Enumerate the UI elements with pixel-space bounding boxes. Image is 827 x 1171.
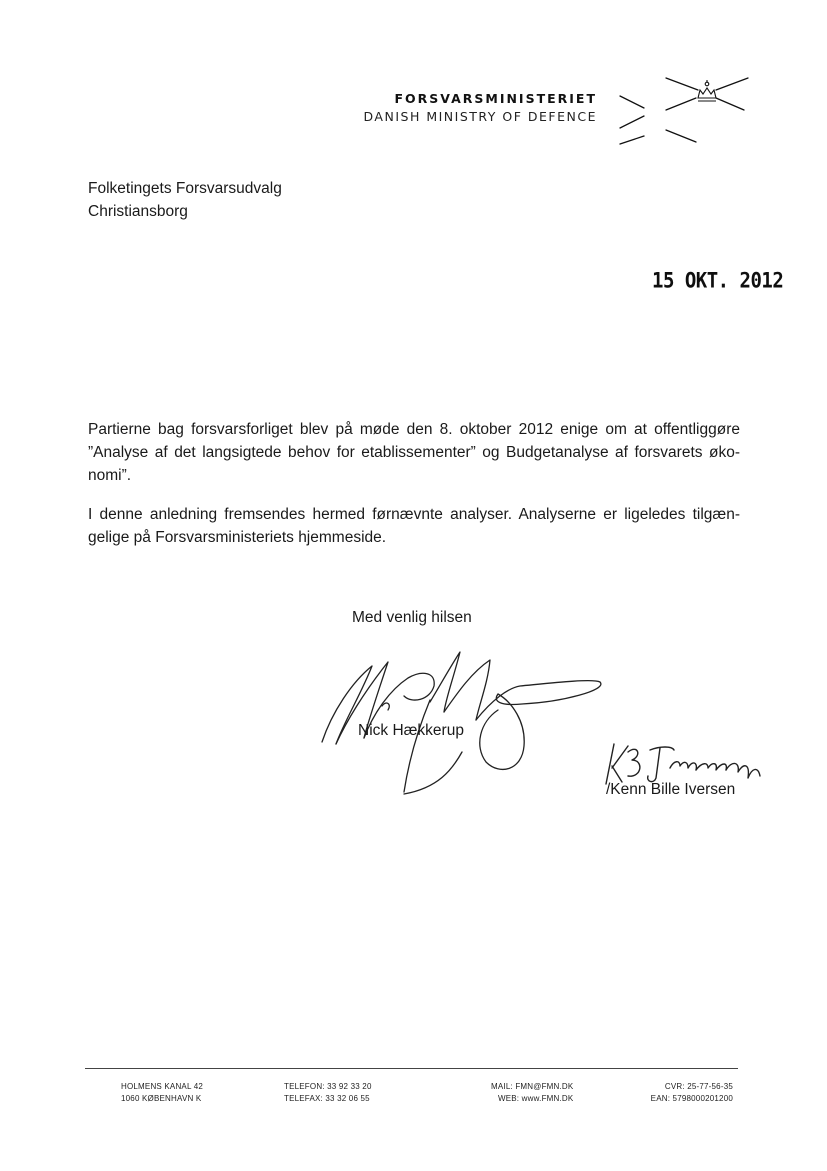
footer-phone: TELEFON: 33 92 33 20 (284, 1082, 372, 1091)
footer-cvr: CVR: 25-77-56-35 (664, 1082, 733, 1091)
footer-address-line-1: HOLMENS KANAL 42 (121, 1082, 204, 1091)
footer-contact-block (491, 1081, 573, 1105)
body-paragraph-2: I denne anledning fremsendes hermed førnævnte analyser. Analyserne er ligeledes tilgæn-gelige på Forsvarsministeriets hjemmeside. (88, 506, 740, 546)
date-stamp: 15 OKT. 2012 (652, 268, 784, 294)
footer-address (121, 1081, 203, 1105)
footer-registration-block (651, 1081, 733, 1105)
footer-fax: TELEFAX: 33 32 06 55 (284, 1094, 370, 1103)
footer-address-line-2: 1060 KØBENHAVN K (121, 1094, 202, 1103)
footer-web: WEB: www.FMN.DK (497, 1094, 574, 1103)
footer-phone-block (284, 1081, 372, 1105)
footer-mail: MAIL: FMN@FMN.DK (491, 1082, 574, 1091)
body-paragraph-1: Partierne bag forsvarsforliget blev på møde den 8. oktober 2012 enige om at offentliggøre ”Analyse af det langsigtede behov for etablissementer” og Budgetanalyse af forsvarets øko-nomi”. (88, 421, 740, 484)
signatory-2-name: /Kenn Bille Iversen (606, 781, 736, 798)
signatory-1-name: Nick Hækkerup (358, 722, 464, 739)
recipient-line-2: Christiansborg (88, 203, 188, 220)
recipient-address (88, 177, 282, 223)
ministry-name-english: DANISH MINISTRY OF DEFENCE (363, 109, 597, 124)
ministry-name-danish: FORSVARSMINISTERIET (394, 91, 597, 106)
closing-greeting: Med venlig hilsen (352, 609, 472, 626)
crown-emblem-icon (612, 68, 752, 154)
recipient-line-1: Folketingets Forsvarsudvalg (88, 180, 282, 197)
footer-ean: EAN: 5798000201200 (650, 1094, 733, 1103)
footer-divider (85, 1068, 738, 1069)
